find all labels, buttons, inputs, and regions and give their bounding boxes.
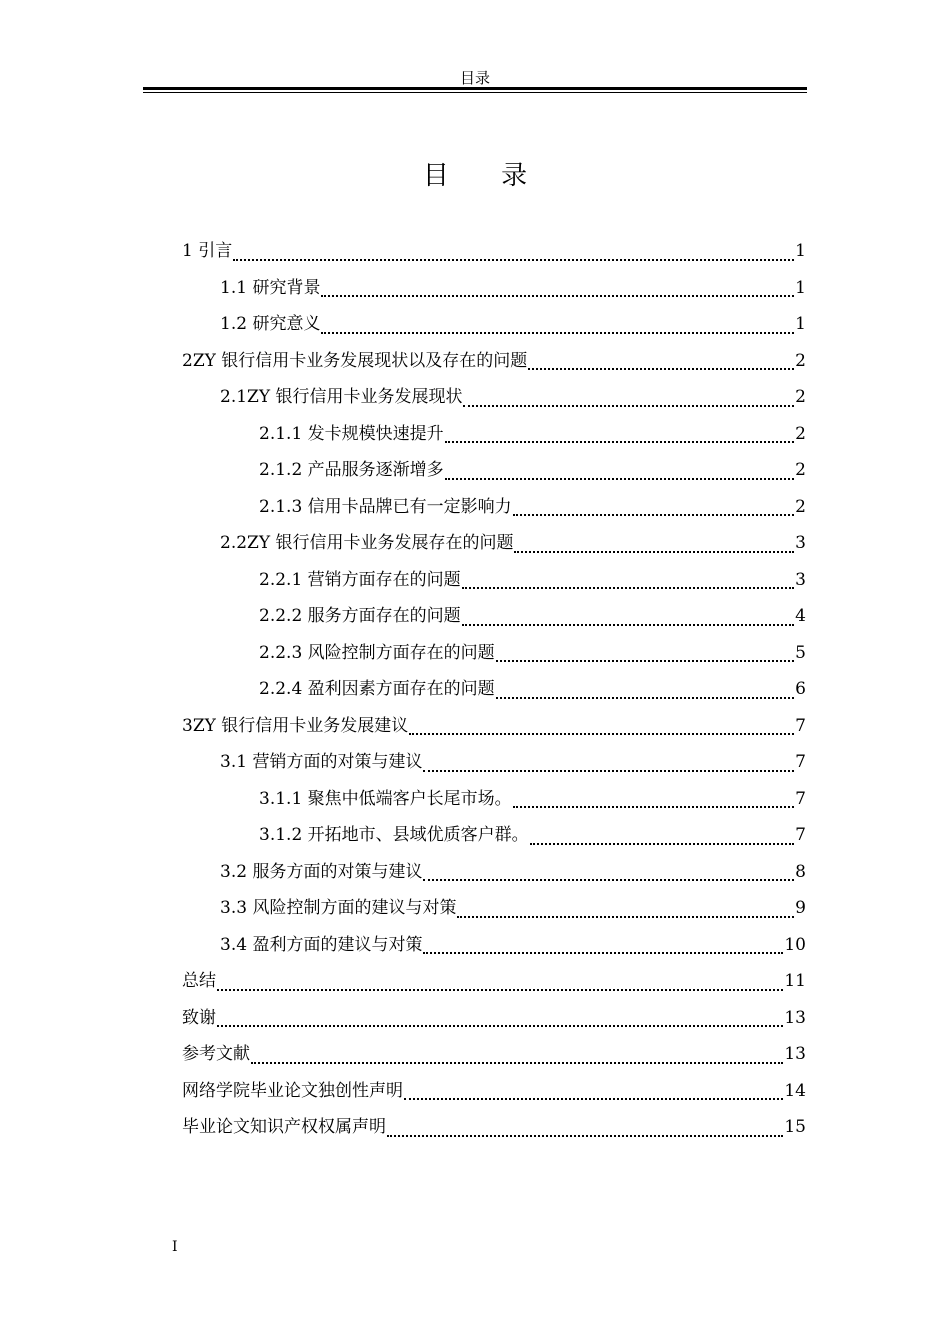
toc-entry-page-number[interactable]: 11 [784, 971, 806, 991]
toc-entry[interactable] [182, 598, 806, 635]
toc-dot-leader [233, 257, 794, 261]
toc-dot-leader [514, 549, 794, 553]
toc-dot-leader [445, 439, 795, 443]
toc-entry-page-number[interactable]: 3 [795, 533, 806, 553]
toc-entry-page-number[interactable]: 2 [795, 387, 806, 407]
toc-entry[interactable] [182, 1000, 806, 1037]
toc-dot-leader [321, 293, 794, 297]
toc-entry-label[interactable]: 3.3 风险控制方面的建议与对策 [220, 898, 457, 918]
toc-entry-page-number[interactable]: 2 [795, 350, 806, 371]
toc-entry-label[interactable]: 1.2 研究意义 [220, 314, 321, 334]
toc-dot-leader [513, 512, 795, 516]
toc-entry-label[interactable]: 2.1ZY 银行信用卡业务发展现状 [220, 387, 463, 407]
toc-entry[interactable] [182, 963, 806, 1000]
toc-entry-page-number[interactable]: 14 [784, 1080, 806, 1101]
toc-entry-page-number[interactable]: 2 [795, 460, 806, 480]
toc-entry-page-number[interactable]: 1 [795, 314, 806, 334]
toc-dot-leader [409, 731, 794, 735]
toc-entry[interactable] [182, 306, 806, 343]
toc-entry-page-number[interactable]: 7 [795, 788, 806, 809]
toc-dot-leader [496, 658, 795, 662]
toc-entry-label[interactable]: 网络学院毕业论文独创性声明 [182, 1080, 403, 1101]
toc-entry[interactable] [182, 708, 806, 745]
toc-entry-label[interactable]: 3.2 服务方面的对策与建议 [220, 861, 423, 882]
toc-entry[interactable] [182, 817, 806, 854]
toc-title: 目 录 [422, 161, 550, 191]
toc-entry-label[interactable]: 3.1 营销方面的对策与建议 [220, 752, 423, 772]
toc-entry-page-number[interactable]: 13 [784, 1044, 806, 1064]
toc-entry-page-number[interactable]: 7 [795, 715, 806, 736]
toc-entry[interactable] [182, 1036, 806, 1073]
toc-dot-leader [217, 987, 783, 991]
toc-entry-label[interactable]: 2.1.2 产品服务逐渐增多 [259, 460, 444, 480]
toc-entry-page-number[interactable]: 4 [795, 606, 806, 626]
toc-entry[interactable] [182, 270, 806, 307]
toc-entry-label[interactable]: 2.1.1 发卡规模快速提升 [259, 423, 444, 444]
toc-entry-label[interactable]: 3.1.1 聚焦中低端客户长尾市场。 [259, 788, 512, 809]
toc-entry[interactable] [182, 927, 806, 964]
table-of-contents [182, 233, 806, 1146]
toc-dot-leader [528, 366, 794, 370]
toc-entry-label[interactable]: 2.2.4 盈利因素方面存在的问题 [259, 679, 495, 699]
toc-entry-label[interactable]: 3.4 盈利方面的建议与对策 [220, 934, 423, 955]
toc-entry-page-number[interactable]: 2 [795, 496, 806, 517]
toc-entry-label[interactable]: 致谢 [182, 1007, 216, 1028]
header-rule-thin [143, 92, 807, 93]
toc-dot-leader [387, 1133, 783, 1137]
toc-dot-leader [423, 877, 794, 881]
toc-dot-leader [513, 804, 795, 808]
toc-entry[interactable] [182, 854, 806, 891]
toc-entry-page-number[interactable]: 1 [795, 241, 806, 261]
toc-dot-leader [462, 622, 795, 626]
header-rule-thick [143, 87, 807, 90]
toc-entry[interactable] [182, 416, 806, 453]
toc-dot-leader [251, 1060, 783, 1064]
toc-dot-leader [423, 950, 783, 954]
toc-entry-page-number[interactable]: 7 [795, 752, 806, 772]
toc-entry-label[interactable]: 参考文献 [182, 1044, 250, 1064]
toc-entry[interactable] [182, 744, 806, 781]
toc-entry[interactable] [182, 781, 806, 818]
toc-entry-page-number[interactable]: 7 [795, 825, 806, 845]
footer-page-number: I [172, 1239, 178, 1255]
toc-entry-page-number[interactable]: 13 [784, 1007, 806, 1028]
toc-entry-page-number[interactable]: 8 [795, 861, 806, 882]
toc-dot-leader [496, 695, 795, 699]
toc-dot-leader [423, 768, 794, 772]
toc-dot-leader [404, 1096, 783, 1100]
toc-entry-page-number[interactable]: 15 [784, 1117, 806, 1137]
toc-entry[interactable] [182, 489, 806, 526]
toc-entry-label[interactable]: 2ZY 银行信用卡业务发展现状以及存在的问题 [182, 350, 528, 371]
toc-dot-leader [445, 476, 795, 480]
toc-entry-page-number[interactable]: 9 [795, 898, 806, 918]
toc-entry[interactable] [182, 635, 806, 672]
toc-entry-label[interactable]: 毕业论文知识产权权属声明 [182, 1117, 386, 1137]
toc-entry-page-number[interactable]: 10 [784, 934, 806, 955]
toc-dot-leader [457, 914, 794, 918]
toc-dot-leader [462, 585, 795, 589]
toc-entry[interactable] [182, 452, 806, 489]
toc-entry-page-number[interactable]: 3 [795, 569, 806, 590]
toc-entry-page-number[interactable]: 5 [795, 642, 806, 663]
toc-entry-label[interactable]: 2.2ZY 银行信用卡业务发展存在的问题 [220, 533, 514, 553]
toc-entry-page-number[interactable]: 1 [795, 277, 806, 298]
toc-entry-label[interactable]: 3.1.2 开拓地市、县域优质客户群。 [259, 825, 529, 845]
toc-entry-label[interactable]: 1 引言 [182, 241, 233, 261]
toc-entry[interactable] [182, 1109, 806, 1146]
toc-entry-label[interactable]: 2.2.2 服务方面存在的问题 [259, 606, 461, 626]
toc-entry-label[interactable]: 2.2.1 营销方面存在的问题 [259, 569, 461, 590]
running-header-title: 目录 [459, 69, 490, 87]
toc-entry[interactable] [182, 233, 806, 270]
toc-entry[interactable] [182, 525, 806, 562]
toc-entry-page-number[interactable]: 6 [795, 679, 806, 699]
toc-entry[interactable] [182, 671, 806, 708]
toc-entry-page-number[interactable]: 2 [795, 423, 806, 444]
toc-dot-leader [463, 403, 794, 407]
toc-entry[interactable] [182, 562, 806, 599]
toc-entry[interactable] [182, 343, 806, 380]
toc-entry[interactable] [182, 379, 806, 416]
toc-dot-leader [217, 1023, 783, 1027]
toc-dot-leader [530, 841, 795, 845]
toc-entry-label[interactable]: 2.2.3 风险控制方面存在的问题 [259, 642, 495, 663]
toc-entry-label[interactable]: 1.1 研究背景 [220, 277, 321, 298]
toc-entry[interactable] [182, 1073, 806, 1110]
toc-dot-leader [321, 330, 794, 334]
toc-entry-label[interactable]: 总结 [182, 971, 216, 991]
toc-entry[interactable] [182, 890, 806, 927]
toc-entry-label[interactable]: 2.1.3 信用卡品牌已有一定影响力 [259, 496, 512, 517]
toc-entry-label[interactable]: 3ZY 银行信用卡业务发展建议 [182, 715, 409, 736]
